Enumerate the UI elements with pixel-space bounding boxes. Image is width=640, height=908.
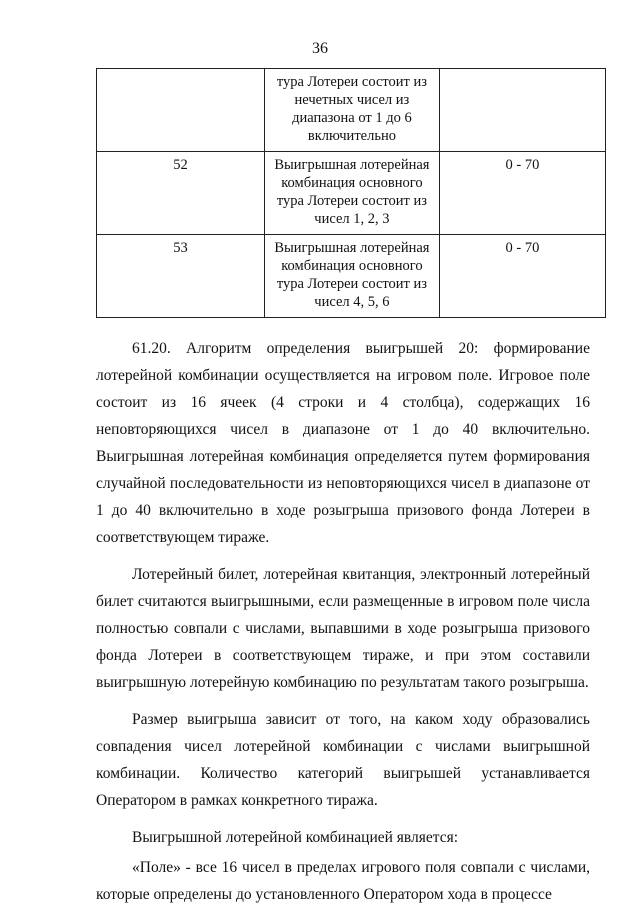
table-row (97, 69, 606, 152)
paragraph: Размер выигрыша зависит от того, на каком ходу образовались совпадения чисел лотерейной комбинации с числами выигрышной комбинации. Количество категорий выигрышей устанавливается Оператором в рамках конкретного тиража. (96, 711, 590, 809)
table-cell-number: 53 (97, 235, 265, 318)
table-cell-share (439, 69, 605, 152)
prize-table (96, 68, 606, 318)
table-cell-description: Выигрышная лотерейная комбинация основного тура Лотереи состоит из чисел 1, 2, 3 (264, 152, 439, 235)
page-number: 36 (312, 40, 328, 57)
paragraph: Выигрышной лотерейной комбинацией является: (132, 829, 459, 846)
table-row (97, 235, 606, 318)
paragraph: «Поле» - все 16 чисел в пределах игрового поля совпали с числами, которые определены до установленного Оператором хода в процессе (96, 859, 590, 903)
table-cell-number (97, 69, 265, 152)
table-cell-number: 52 (97, 152, 265, 235)
paragraph: 61.20. Алгоритм определения выигрышей 20: формирование лотерейной комбинации осуществляется на игровом поле. Игровое поле состоит из 16 ячеек (4 строки и 4 столбца), содержащих 16 неповторяющихся чисел в диапазоне от 1 до 40 включительно. Выигрышная лотерейная комбинация определяется путем формирования случайной последовательности из неповторяющихся чисел в диапазоне от 1 до 40 включительно в ходе розыгрыша призового фонда Лотереи в соответствующем тираже. (96, 340, 590, 546)
table-cell-share: 0 - 70 (439, 152, 605, 235)
table-cell-share: 0 - 70 (439, 235, 605, 318)
table-cell-description: Выигрышная лотерейная комбинация основного тура Лотереи состоит из чисел 4, 5, 6 (264, 235, 439, 318)
body-text (96, 335, 590, 908)
table-cell-description: тура Лотереи состоит из нечетных чисел из диапазона от 1 до 6 включительно (264, 69, 439, 152)
paragraph: Лотерейный билет, лотерейная квитанция, электронный лотерейный билет считаются выигрышными, если размещенные в игровом поле числа полностью совпали с числами, выпавшими в ходе розыгрыша призового фонда Лотереи в соответствующем тираже, и при этом составили выигрышную лотерейную комбинацию по результатам такого розыгрыша. (96, 566, 590, 691)
table-row (97, 152, 606, 235)
